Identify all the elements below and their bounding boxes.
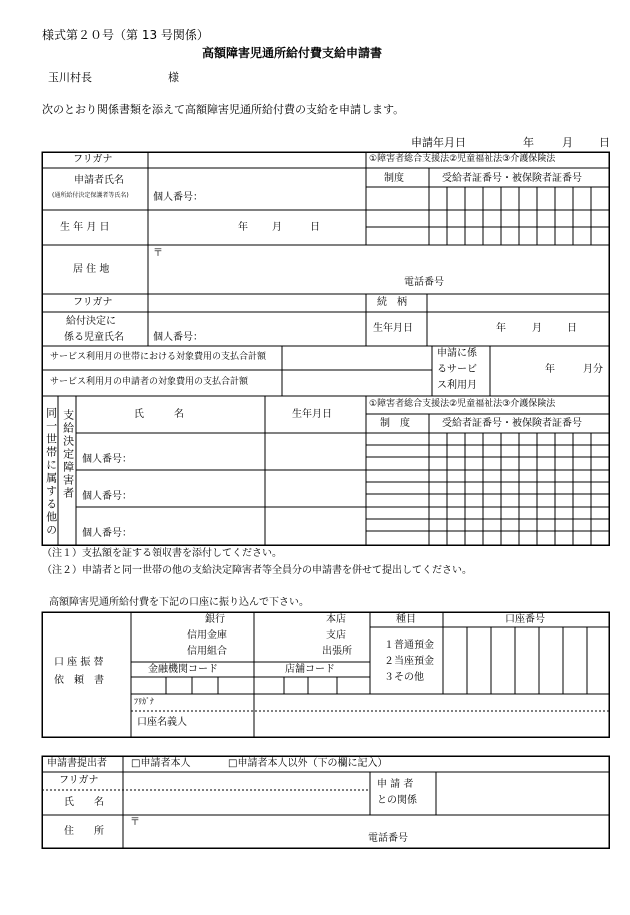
bank-shucho: 出張所 [322, 646, 352, 657]
service-year: 年 [545, 364, 555, 375]
service-month-2: るサービ [437, 364, 477, 375]
household-personal-no-1: 個人番号： [82, 454, 132, 465]
bank-label-2: 依 頼 書 [54, 675, 104, 686]
date-label: 申請年月日 [411, 136, 466, 149]
child-personal-no: 個人番号： [153, 332, 203, 343]
service-month-1: 申請に係 [437, 348, 477, 359]
submitter-address: 住 所 [64, 826, 104, 837]
bank-type-label: 種目 [396, 614, 416, 625]
household-personal-no-2: 個人番号： [82, 491, 132, 502]
household-insurance-types: ①障害者総合支援法②児童福祉法③介護保険法 [369, 399, 556, 409]
child-dob-month: 月 [532, 323, 542, 334]
household-system-header: 制 度 [380, 418, 410, 429]
applicant-name-sublabel: (通所給付決定保護者等氏名) [52, 192, 129, 199]
bank-shinkin: 信用金庫 [187, 630, 227, 641]
dob-label: 生 年 月 日 [60, 222, 110, 233]
note-1: （注１）支払額を証する領収書を添付してください。 [42, 548, 282, 559]
household-dob-header: 生年月日 [292, 409, 332, 420]
bank-inst-code: 金融機関コード [148, 664, 218, 675]
relation-label: 続 柄 [377, 297, 407, 308]
child-dob-year: 年 [496, 323, 506, 334]
bank-type-3: ３その他 [384, 672, 424, 683]
address-postal: 〒 [153, 248, 163, 259]
bank-bank: 銀行 [205, 614, 225, 625]
child-dob-label: 生年月日 [373, 323, 413, 334]
address-phone: 電話番号 [404, 277, 444, 288]
submitter-relation-2: との関係 [377, 795, 417, 806]
submitter-furigana: フリガナ [59, 775, 99, 786]
household-vertical-label-2: 支給決定障害者 [61, 409, 75, 500]
bank-branch-code: 店舗コード [285, 664, 335, 675]
bank-honten: 本店 [326, 614, 346, 625]
form-number: 様式第２０号（第 13 号関係） [42, 28, 209, 42]
recipient-no-header: 受給者証番号・被保険者証番号 [442, 173, 582, 184]
note-2: （注２）申請者と同一世帯の他の支給決定障害者等全員分の申請書を併せて提出してください。 [42, 565, 472, 576]
date-day: 日 [599, 136, 610, 149]
bank-shiten: 支店 [326, 630, 346, 641]
address-label: 居 住 地 [73, 264, 110, 275]
dob-day: 日 [310, 222, 320, 233]
household-name-header: 氏 名 [134, 409, 184, 420]
submitter-self-checkbox[interactable]: □申請者本人 [131, 758, 191, 769]
applicant-furigana-label: フリガナ [73, 154, 113, 165]
submitter-name: 氏 名 [64, 797, 104, 808]
bank-account-no: 口座番号 [505, 614, 545, 625]
submitter-postal: 〒 [130, 817, 140, 828]
household-personal-no-3: 個人番号： [82, 528, 132, 539]
date-year: 年 [523, 136, 534, 149]
submitter-relation-1: 申 請 者 [377, 779, 414, 790]
dob-month: 月 [272, 222, 282, 233]
honorific: 様 [168, 71, 179, 84]
child-label-2: 係る児童氏名 [64, 332, 124, 343]
dob-year: 年 [238, 222, 248, 233]
insurance-types: ①障害者総合支援法②児童福祉法③介護保険法 [369, 154, 556, 164]
bank-holder: 口座名義人 [137, 717, 187, 728]
applicant-name-label: 申請者氏名 [74, 175, 124, 186]
household-cost-label: サービス利用月の世帯における対象費用の支払合計額 [50, 352, 267, 362]
bank-type-2: ２当座預金 [384, 656, 434, 667]
applicant-personal-no: 個人番号： [153, 192, 203, 203]
submitter-phone: 電話番号 [368, 833, 408, 844]
submitter-label: 申請書提出者 [47, 758, 107, 769]
intro-text: 次のとおり関係書類を添えて高額障害児通所給付費の支給を申請します。 [42, 103, 405, 116]
bank-type-1: １普通預金 [384, 640, 434, 651]
addressee: 玉川村長 [48, 71, 92, 84]
child-dob-day: 日 [567, 323, 577, 334]
submitter-other-checkbox[interactable]: □申請者本人以外（下の欄に記入） [228, 758, 388, 769]
system-header: 制度 [384, 173, 404, 184]
applicant-cost-label: サービス利用月の申請者の対象費用の支払合計額 [50, 377, 249, 387]
bank-label-1: 口 座 振 替 [54, 657, 104, 668]
child-furigana-label: フリガナ [73, 297, 113, 308]
service-month-suffix: 月分 [583, 364, 603, 375]
bank-kumiai: 信用組合 [187, 646, 227, 657]
bank-furigana: ﾌﾘｶﾞﾅ [134, 697, 154, 706]
child-label-1: 給付決定に [66, 316, 116, 327]
date-month: 月 [562, 136, 573, 149]
bank-intro: 高額障害児通所給付費を下記の口座に振り込んで下さい。 [49, 597, 309, 608]
household-recipient-header: 受給者証番号・被保険者証番号 [442, 418, 582, 429]
household-vertical-label-1: 同一世帯に属する他の [44, 407, 58, 537]
form-title: 高額障害児通所給付費支給申請書 [202, 46, 383, 60]
service-month-3: ス利用月 [437, 380, 477, 391]
